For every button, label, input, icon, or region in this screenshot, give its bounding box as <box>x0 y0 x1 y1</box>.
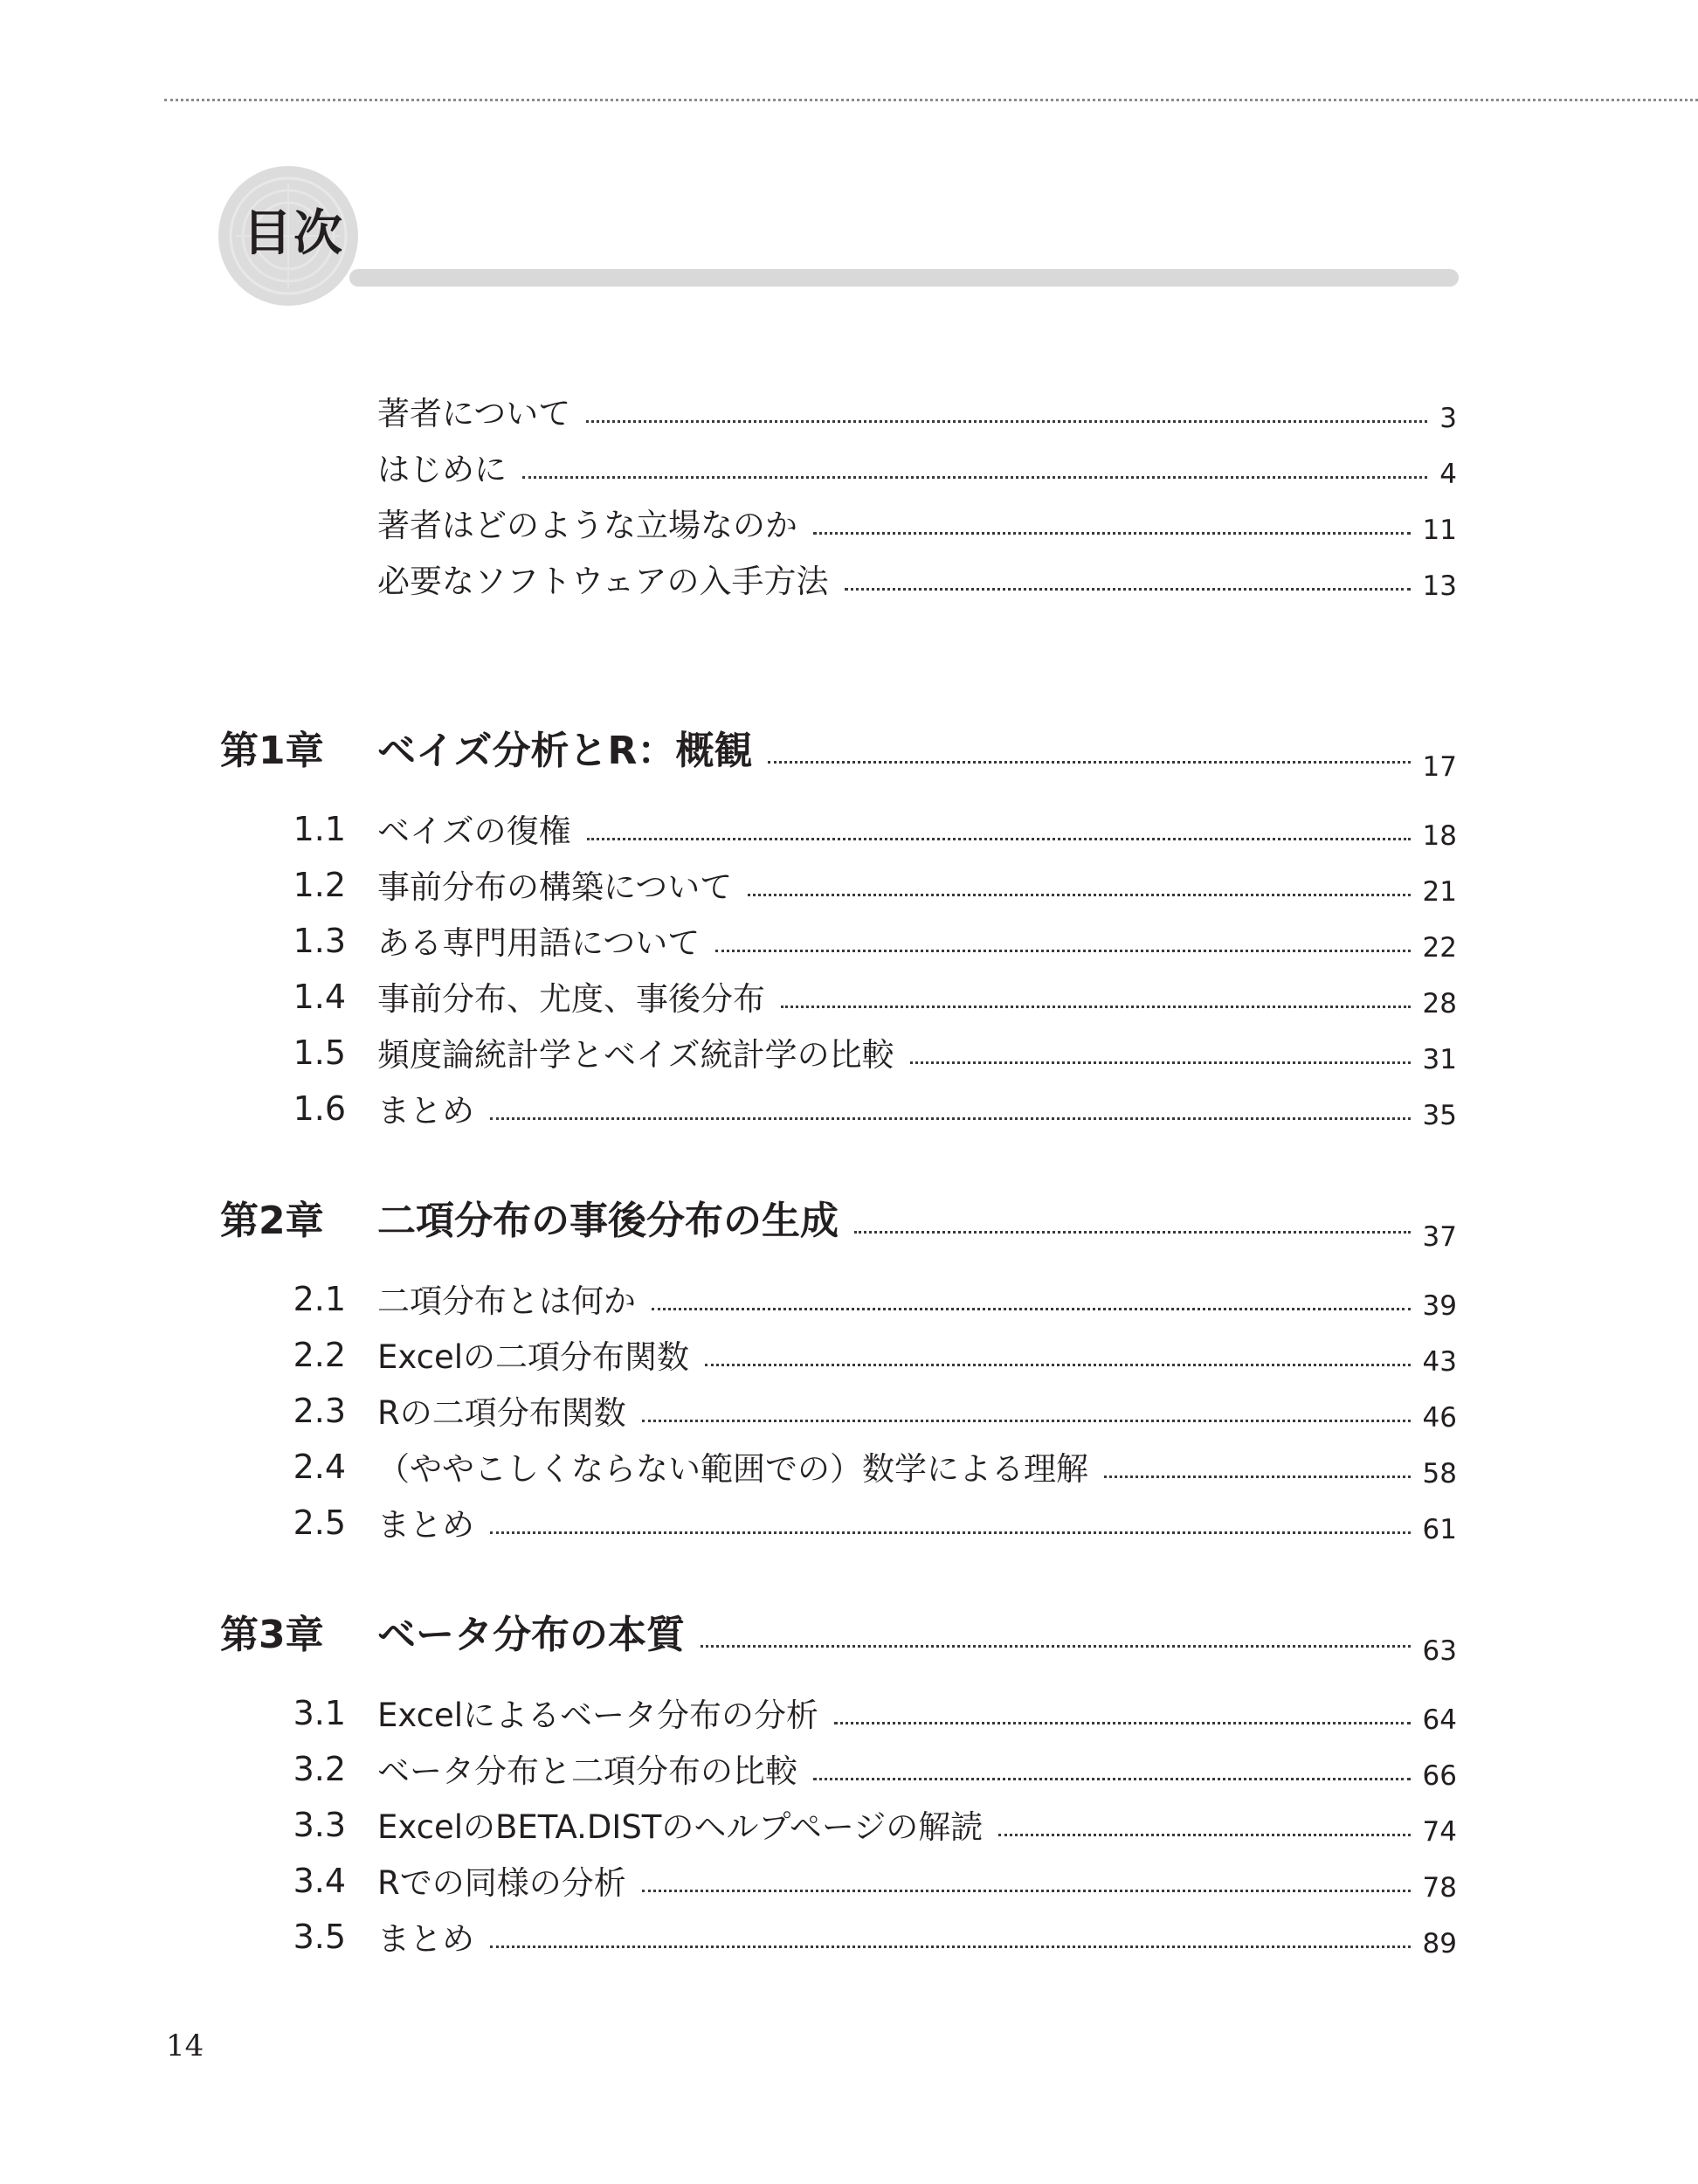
toc-entry-intro[interactable] <box>0 557 1698 610</box>
entry-page: 28 <box>1422 988 1457 1019</box>
entry-page: 21 <box>1422 876 1457 908</box>
toc-entry-intro[interactable] <box>0 446 1698 498</box>
entry-page: 37 <box>1422 1221 1457 1253</box>
dot-leader <box>652 1308 1411 1310</box>
entry-page: 58 <box>1422 1458 1457 1489</box>
entry-page: 13 <box>1422 570 1457 602</box>
toc-section[interactable] <box>0 1333 1698 1386</box>
toc-section[interactable] <box>0 919 1698 971</box>
section-title: Excelによるベータ分布の分析 <box>377 1697 819 1734</box>
dot-leader <box>701 1645 1411 1648</box>
dot-leader <box>490 1117 1411 1120</box>
section-number: 1.2 <box>293 866 346 904</box>
dot-leader <box>1104 1476 1411 1478</box>
entry-page: 89 <box>1422 1928 1457 1959</box>
dot-leader <box>845 588 1411 591</box>
section-title: 事前分布の構築について <box>377 868 733 906</box>
dot-leader <box>642 1890 1411 1892</box>
section-title: ExcelのBETA.DISTのヘルプページの解読 <box>377 1808 984 1846</box>
section-title: まとめ <box>377 1920 474 1958</box>
section-number: 1.6 <box>293 1089 346 1128</box>
dot-leader <box>748 894 1410 896</box>
toc-section[interactable] <box>0 1859 1698 1911</box>
section-number: 2.5 <box>293 1503 346 1542</box>
section-number: 2.1 <box>293 1280 346 1318</box>
page-number: 14 <box>166 2028 204 2063</box>
entry-page: 31 <box>1422 1044 1457 1075</box>
section-number: 3.2 <box>293 1750 346 1788</box>
chapter-label: 第1章 <box>220 729 324 773</box>
toc-chapter-3[interactable] <box>0 1613 1698 1669</box>
toc-section[interactable] <box>0 975 1698 1027</box>
toc-section[interactable] <box>0 1389 1698 1441</box>
dot-leader <box>781 1006 1411 1008</box>
toc-section[interactable] <box>0 863 1698 916</box>
entry-page: 4 <box>1439 459 1457 490</box>
toc-section[interactable] <box>0 1501 1698 1553</box>
toc-entry-intro[interactable] <box>0 501 1698 554</box>
toc-section[interactable] <box>0 807 1698 860</box>
section-title: 事前分布、尤度、事後分布 <box>377 980 765 1018</box>
dot-leader <box>587 838 1411 840</box>
section-title: まとめ <box>377 1506 474 1544</box>
chapter-label: 第3章 <box>220 1613 324 1657</box>
entry-page: 63 <box>1422 1635 1457 1667</box>
toc-section[interactable] <box>0 1803 1698 1856</box>
dot-leader <box>490 1531 1411 1534</box>
entry-title: はじめに <box>377 451 507 488</box>
dot-leader <box>813 532 1411 535</box>
chapter-title: ベータ分布の本質 <box>377 1613 685 1657</box>
chapter-title: ベイズ分析とR：概観 <box>377 729 753 773</box>
section-title: Excelの二項分布関数 <box>377 1338 690 1376</box>
chapter-label: 第2章 <box>220 1199 324 1243</box>
entry-title: 必要なソフトウェアの入手方法 <box>377 563 829 600</box>
section-number: 2.4 <box>293 1448 346 1486</box>
toc-section[interactable] <box>0 1915 1698 1967</box>
dot-leader <box>522 476 1427 479</box>
entry-page: 66 <box>1422 1760 1457 1792</box>
section-title: 二項分布とは何か <box>377 1282 636 1320</box>
section-title: ある専門用語について <box>377 924 701 962</box>
section-title: （ややこしくならない範囲での）数学による理解 <box>377 1450 1088 1488</box>
toc-section[interactable] <box>0 1691 1698 1744</box>
section-number: 3.4 <box>293 1862 346 1900</box>
toc-section[interactable] <box>0 1277 1698 1330</box>
entry-page: 18 <box>1422 820 1457 852</box>
section-number: 3.3 <box>293 1806 346 1844</box>
section-number: 1.3 <box>293 922 346 960</box>
section-number: 2.2 <box>293 1336 346 1374</box>
dot-leader <box>910 1061 1411 1064</box>
dot-leader <box>715 950 1410 952</box>
section-title: ベータ分布と二項分布の比較 <box>377 1752 797 1790</box>
entry-page: 64 <box>1422 1704 1457 1736</box>
dot-leader <box>586 420 1427 423</box>
entry-page: 78 <box>1422 1872 1457 1904</box>
entry-page: 61 <box>1422 1514 1457 1545</box>
section-title: ベイズの復権 <box>377 812 571 850</box>
chapter-title: 二項分布の事後分布の生成 <box>377 1199 839 1243</box>
toc-chapter-2[interactable] <box>0 1199 1698 1254</box>
toc-heading <box>218 166 1459 314</box>
dot-leader <box>854 1231 1411 1234</box>
section-number: 1.4 <box>293 978 346 1016</box>
dot-leader <box>490 1946 1411 1948</box>
entry-page: 39 <box>1422 1290 1457 1322</box>
toc-section[interactable] <box>0 1445 1698 1497</box>
dot-leader <box>834 1722 1411 1724</box>
dot-leader <box>813 1778 1411 1780</box>
entry-page: 43 <box>1422 1346 1457 1378</box>
section-title: Rの二項分布関数 <box>377 1394 626 1432</box>
section-title: Rでの同様の分析 <box>377 1864 626 1902</box>
dot-leader <box>705 1364 1411 1366</box>
entry-title: 著者について <box>377 395 571 432</box>
section-title: まとめ <box>377 1092 474 1130</box>
toc-chapter-1[interactable] <box>0 729 1698 784</box>
toc-section[interactable] <box>0 1031 1698 1083</box>
entry-page: 35 <box>1422 1100 1457 1131</box>
top-dotted-rule <box>164 99 1698 101</box>
dot-leader <box>998 1834 1410 1836</box>
heading-bar <box>349 269 1459 287</box>
section-number: 2.3 <box>293 1392 346 1430</box>
toc-section[interactable] <box>0 1087 1698 1139</box>
entry-page: 46 <box>1422 1402 1457 1434</box>
dot-leader <box>642 1420 1411 1422</box>
entry-page: 22 <box>1422 932 1457 964</box>
section-number: 1.1 <box>293 810 346 848</box>
page-title: 目次 <box>243 205 344 262</box>
toc-entry-intro[interactable] <box>0 390 1698 442</box>
entry-page: 74 <box>1422 1816 1457 1848</box>
entry-page: 3 <box>1439 403 1457 434</box>
section-number: 3.5 <box>293 1918 346 1956</box>
dot-leader <box>768 761 1410 764</box>
entry-page: 17 <box>1422 751 1457 783</box>
section-number: 1.5 <box>293 1033 346 1072</box>
toc-section[interactable] <box>0 1747 1698 1800</box>
section-title: 頻度論統計学とベイズ統計学の比較 <box>377 1036 894 1074</box>
section-number: 3.1 <box>293 1694 346 1732</box>
entry-title: 著者はどのような立場なのか <box>377 507 797 544</box>
entry-page: 11 <box>1422 515 1457 546</box>
